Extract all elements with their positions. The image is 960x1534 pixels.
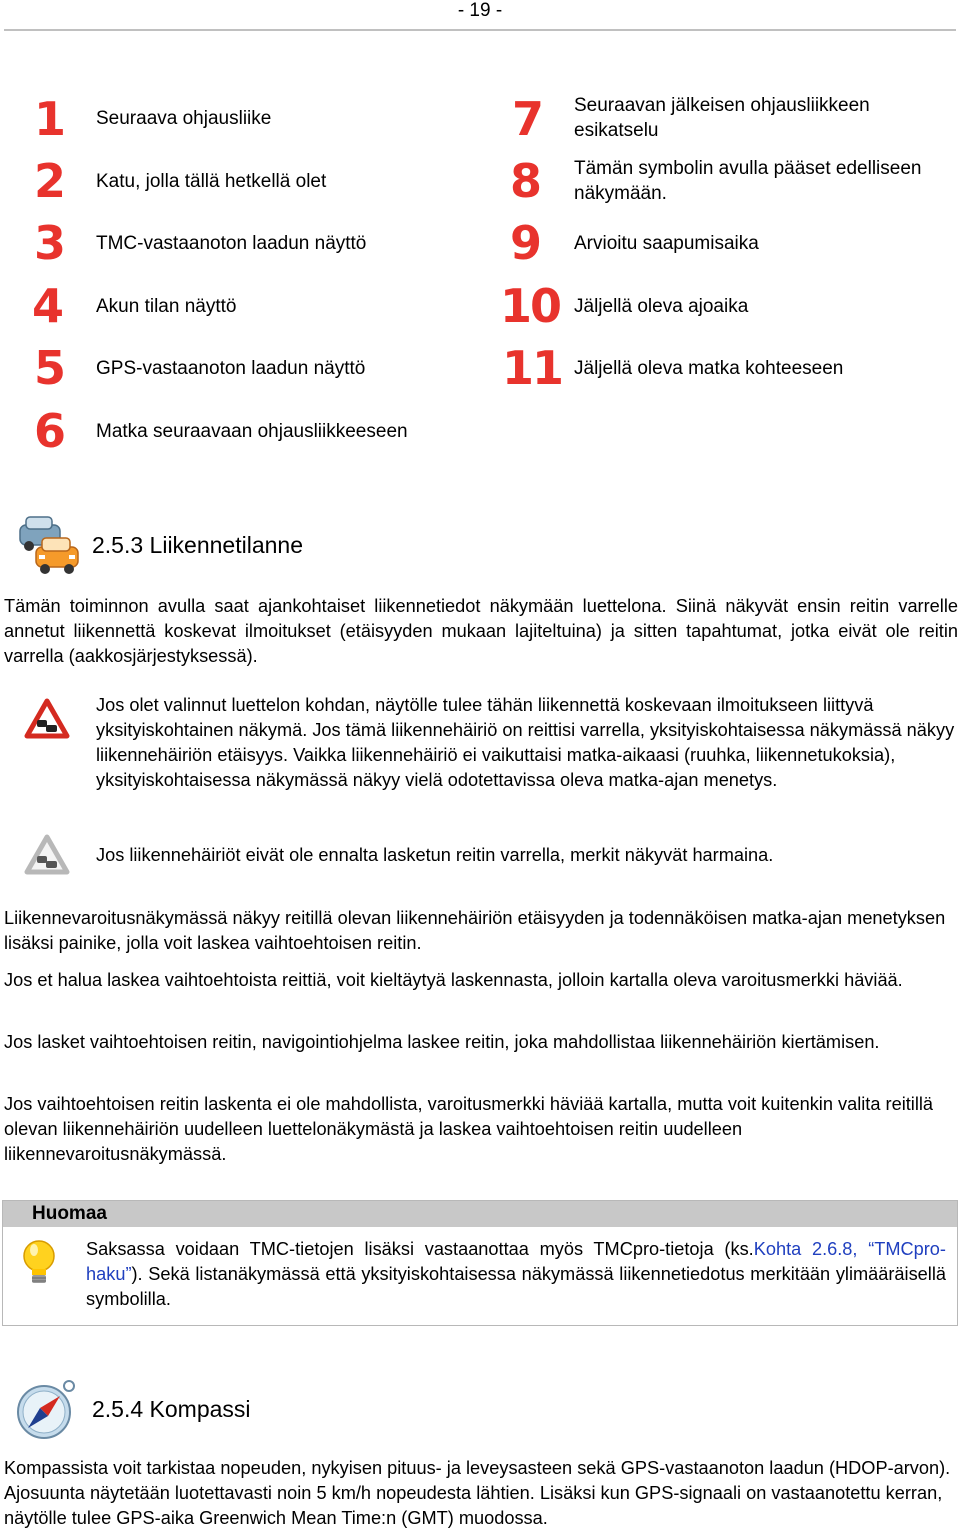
legend-number: 5 [34, 341, 65, 395]
note-link[interactable]: Kohta 2.6.8, “TMCpro-haku” [86, 1239, 946, 1284]
legend-text: Jäljellä oleva matka kohteeseen [574, 358, 844, 379]
paragraph: Kompassista voit tarkistaa nopeuden, nykyisen pituus- ja leveysasteen sekä GPS-vastaanoton laadun (HDOP-arvon). Ajosuunta näytetään luotettavasti noin 5 km/h nopeudesta lähtien. Lisäksi kun GPS-signaali on vastaanotettu kerran, näytölle tulee GPS-aika Greenwich Mean Time:n (GMT) muodossa. [4, 1458, 951, 1528]
legend-text: Jäljellä oleva ajoaika [574, 296, 749, 317]
note-text [86, 1237, 946, 1312]
legend-text: GPS-vastaanoton laadun näyttö [96, 358, 366, 379]
traffic-warning-red-icon [24, 698, 70, 740]
section-heading: 2.5.4 Kompassi [92, 1396, 251, 1422]
paragraph: Jos vaihtoehtoisen reitin laskenta ei ole mahdollista, varoitusmerkki häviää kartalla, mutta voit kuitenkin valita reitillä olevan liikennehäiriön uudelleen luettelonäkymästä ja laskea vaihtoehtoisen reitin uudelleen liikennevaroitusnäkymässä. [4, 1094, 934, 1164]
paragraph: Jos lasket vaihtoehtoisen reitin, navigointiohjelma laskee reitin, joka mahdollistaa liikennehäiriön kiertämisen. [4, 1032, 880, 1052]
legend-number: 4 [32, 279, 63, 333]
paragraph: Tämän toiminnon avulla saat ajankohtaiset liikennetiedot näkymään luettelona. Siinä näkyvät ensin reitin varrelle annetut liikennettä koskevat ilmoitukset (etäisyyden mukaan lajiteltuina) ja sitten tapahtumat, jotka eivät ole reitin varrella (aakkosjärjestyksessä). [4, 596, 958, 666]
legend-text: Matka seuraavaan ohjausliikkeeseen [96, 421, 408, 442]
legend-number: 6 [34, 404, 65, 458]
note-title: Huomaa [32, 1203, 107, 1224]
legend-number: 2 [34, 154, 65, 208]
legend-text [574, 156, 921, 206]
traffic-warning-grey-icon [24, 834, 70, 876]
compass-icon [14, 1378, 78, 1440]
legend-text-line: Tämän symbolin avulla pääset edelliseen [574, 158, 922, 179]
legend-text [574, 93, 870, 143]
note-header [3, 1201, 957, 1227]
legend-number: 11 [502, 341, 563, 395]
paragraph: Jos et halua laskea vaihtoehtoista reittiä, voit kieltäytyä laskennasta, jolloin kartalla oleva varoitusmerkki häviää. [4, 970, 903, 990]
legend-number: 10 [500, 279, 561, 333]
legend-text: Seuraava ohjausliike [96, 108, 272, 129]
lightbulb-icon [20, 1238, 58, 1286]
legend-text-line: näkymään. [574, 183, 667, 204]
legend-text: Arvioitu saapumisaika [574, 233, 759, 254]
note-text-part: ). Sekä listanäkymässä että yksityiskohtaisessa näkymässä liikennetiedotus merkitään ylimääräisellä symbolilla. [86, 1264, 946, 1309]
legend-text-line: Seuraavan jälkeisen ohjausliikkeen [574, 95, 870, 116]
note-text-part: Saksassa voidaan TMC-tietojen lisäksi vastaanottaa myös TMCpro-tietoja (ks. [86, 1239, 754, 1259]
legend-number: 3 [34, 216, 65, 270]
legend-number: 8 [510, 154, 541, 208]
page-number: - 19 - [457, 0, 503, 21]
section-heading: 2.5.3 Liikennetilanne [92, 532, 303, 558]
legend-text: Katu, jolla tällä hetkellä olet [96, 171, 327, 192]
legend-number: 9 [510, 216, 541, 270]
legend-number: 7 [512, 92, 543, 146]
legend-text: Akun tilan näyttö [96, 296, 237, 317]
legend-text-line: esikatselu [574, 120, 659, 141]
traffic-item-text: Jos olet valinnut luettelon kohdan, näytölle tulee tähän liikennettä koskevaan ilmoitukseen liittyvä yksityiskohtainen näkymä. Jos tämä liikennehäiriö on reittisi varrella, yksityiskohtaisessa näkymässä näkyy liikennehäiriön etäisyys. Vaikka liikennehäiriö ei vaikuttaisi matka-aikaasi (ruuhka, liikennetukoksia), yksityiskohtaisessa näkymässä näkyy vielä odotettavissa oleva matka-ajan menetys. [96, 695, 955, 790]
traffic-cars-icon [16, 513, 82, 577]
traffic-item-text: Jos liikennehäiriöt eivät ole ennalta lasketun reitin varrella, merkit näkyvät harmaina. [96, 845, 774, 865]
legend-text: TMC-vastaanoton laadun näyttö [96, 233, 367, 254]
header-divider [4, 29, 956, 31]
paragraph: Liikennevaroitusnäkymässä näkyy reitillä olevan liikennehäiriön etäisyyden ja todennäköisen matka-ajan menetyksen lisäksi painike, jolla voit laskea vaihtoehtoisen reitin. [4, 908, 946, 953]
legend-number: 1 [34, 92, 65, 146]
